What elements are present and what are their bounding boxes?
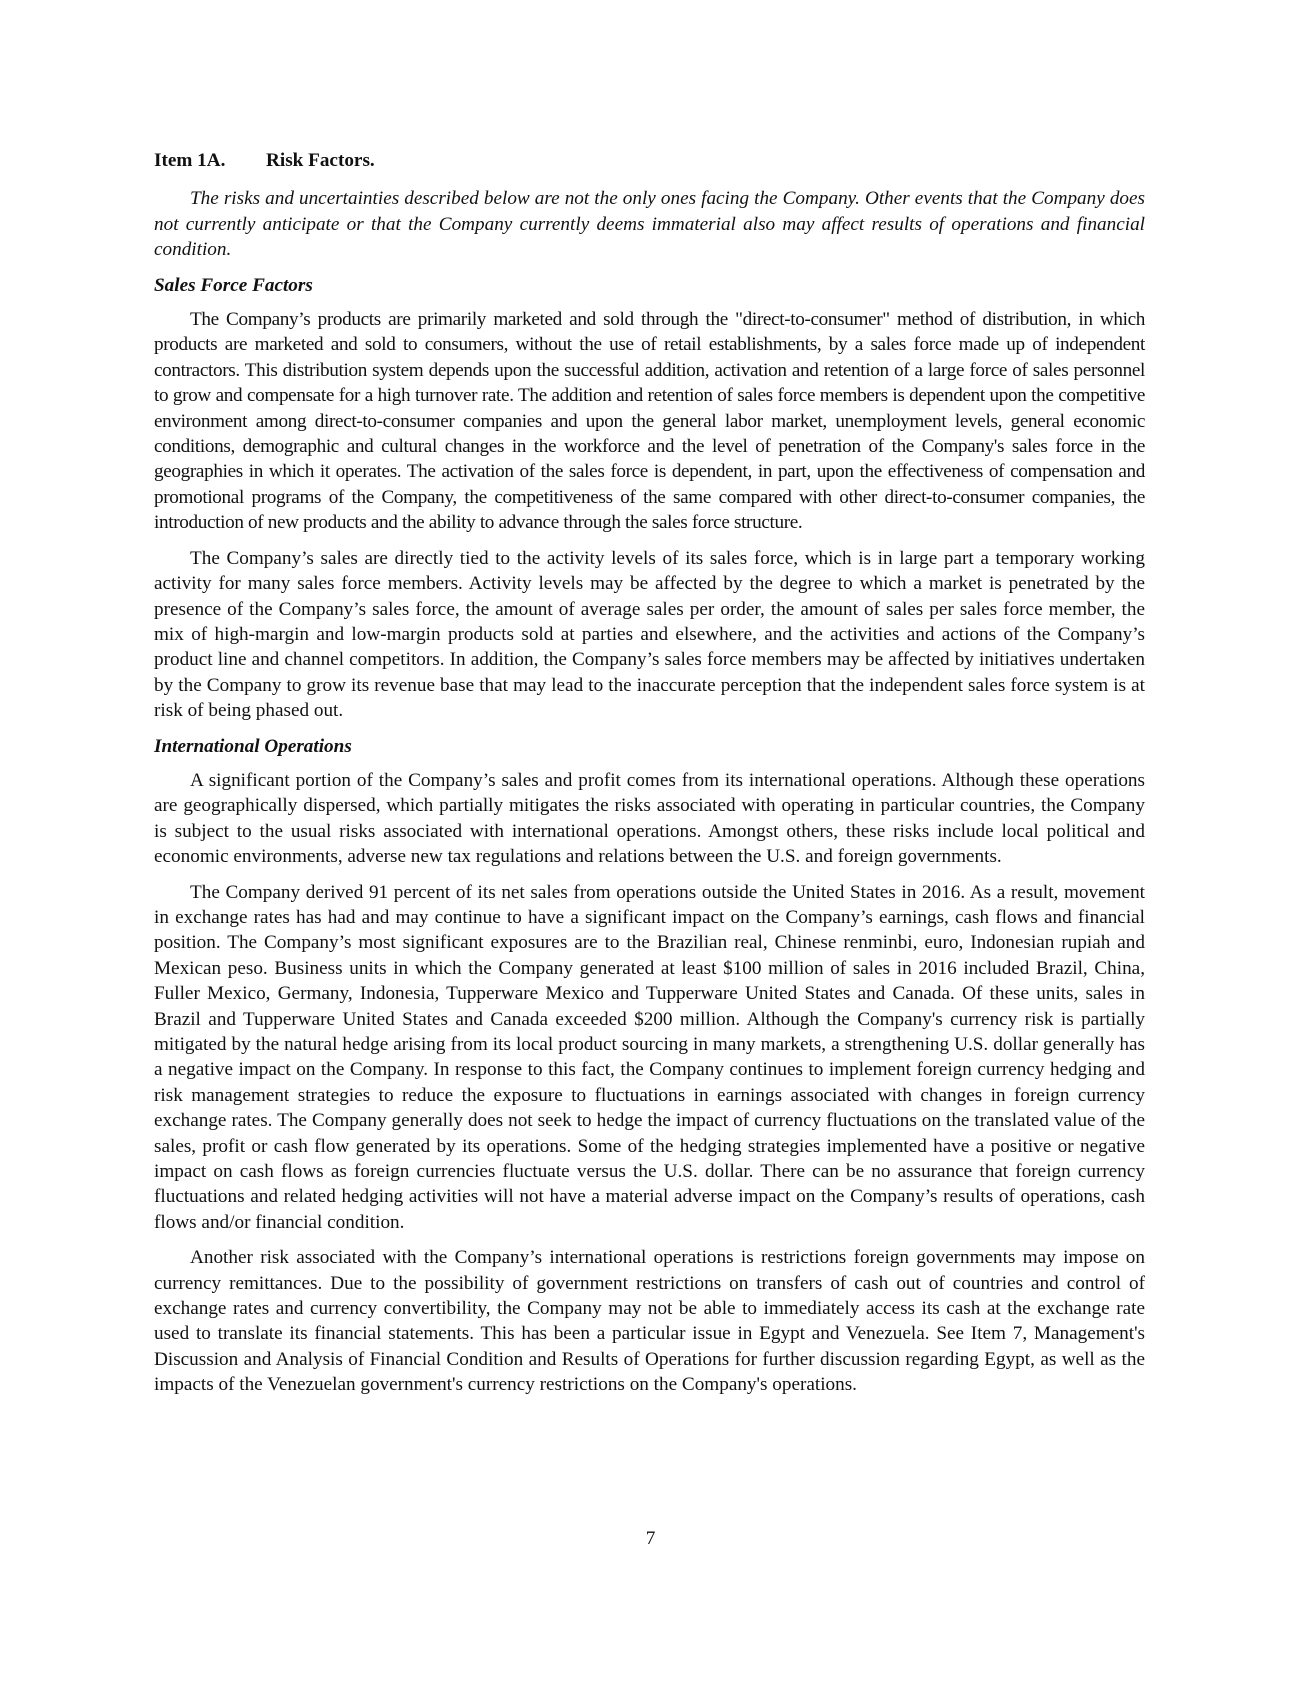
paragraph-international-1: A significant portion of the Company’s sales and profit comes from its international operations. Although these operations are geographically dispersed, which partially mitigates the risks associated with operating in particular countries, the Company is subject to the usual risks associated with international operations. Amongst others, these risks include local political and economic environments, adverse new tax regulations and relations between the U.S. and foreign governments. xyxy=(154,769,1145,868)
section-heading-sales-force: Sales Force Factors xyxy=(154,274,313,296)
paragraph-international-2: The Company derived 91 percent of its net sales from operations outside the United States in 2016. As a result, movement in exchange rates has had and may continue to have a significant impact on the Company’s earnings, cash flows and financial position. The Company’s most significant exposures are to the Brazilian real, Chinese renminbi, euro, Indonesian rupiah and Mexican peso. Business units in which the Company generated at least $100 million of sales in 2016 included Brazil, China, Fuller Mexico, Germany, Indonesia, Tupperware Mexico and Tupperware United States and Canada. Of these units, sales in Brazil and Tupperware United States and Canada exceeded $200 million. Although the Company's currency risk is partially mitigated by the natural hedge arising from its local product sourcing in many markets, a strengthening U.S. dollar generally has a negative impact on the Company. In response to this fact, the Company continues to implement foreign currency hedging and risk management strategies to reduce the exposure to fluctuations in earnings associated with changes in foreign currency exchange rates. The Company generally does not seek to hedge the impact of currency fluctuations on the translated value of the sales, profit or cash flow generated by its operations. Some of the hedging strategies implemented have a positive or negative impact on cash flows as foreign currencies fluctuate versus the U.S. dollar. There can be no assurance that foreign currency fluctuations and related hedging activities will not have a material adverse impact on the Company’s results of operations, cash flows and/or financial condition. xyxy=(154,881,1145,1233)
intro-paragraph: The risks and uncertainties described below are not the only ones facing the Company. Other events that the Company does not currently anticipate or that the Company currently deems immaterial also may affect results of operations and financial condition. xyxy=(154,188,1145,261)
section-heading-international-operations: International Operations xyxy=(154,735,352,757)
document-page xyxy=(154,148,1145,1408)
page-number: 7 xyxy=(645,1528,656,1549)
item-heading xyxy=(154,148,1145,173)
item-title: Risk Factors. xyxy=(266,150,375,171)
paragraph-sales-force-2: The Company’s sales are directly tied to the activity levels of its sales force, which is in large part a temporary working activity for many sales force members. Activity levels may be affected by the degree to which a market is penetrated by the presence of the Company’s sales force, the amount of average sales per order, the amount of sales per sales force member, the mix of high-margin and low-margin products sold at parties and elsewhere, and the activities and actions of the Company’s product line and channel competitors. In addition, the Company’s sales force members may be affected by initiatives undertaken by the Company to grow its revenue base that may lead to the inaccurate perception that the independent sales force system is at risk of being phased out. xyxy=(154,547,1145,722)
paragraph-international-3: Another risk associated with the Company’s international operations is restrictions foreign governments may impose on currency remittances. Due to the possibility of government restrictions on transfers of cash out of countries and control of exchange rates and currency convertibility, the Company may not be able to immediately access its cash at the exchange rate used to translate its financial statements. This has been a particular issue in Egypt and Venezuela. See Item 7, Management's Discussion and Analysis of Financial Condition and Results of Operations for further discussion regarding Egypt, as well as the impacts of the Venezuelan government's currency restrictions on the Company's operations. xyxy=(154,1247,1145,1396)
paragraph-sales-force-1: The Company’s products are primarily marketed and sold through the "direct-to-consumer" method of distribution, in which products are marketed and sold to consumers, without the use of retail establishments, by a sales force made up of independent contractors. This distribution system depends upon the successful addition, activation and retention of a large force of sales personnel to grow and compensate for a high turnover rate. The addition and retention of sales force members is dependent upon the competitive environment among direct-to-consumer companies and upon the general labor market, unemployment levels, general economic conditions, demographic and cultural changes in the workforce and the level of penetration of the Company's sales force in the geographies in which it operates. The activation of the sales force is dependent, in part, upon the effectiveness of compensation and promotional programs of the Company, the competitiveness of the same compared with other direct-to-consumer companies, the introduction of new products and the ability to advance through the sales force structure. xyxy=(154,309,1145,534)
item-number: Item 1A. xyxy=(154,150,226,171)
